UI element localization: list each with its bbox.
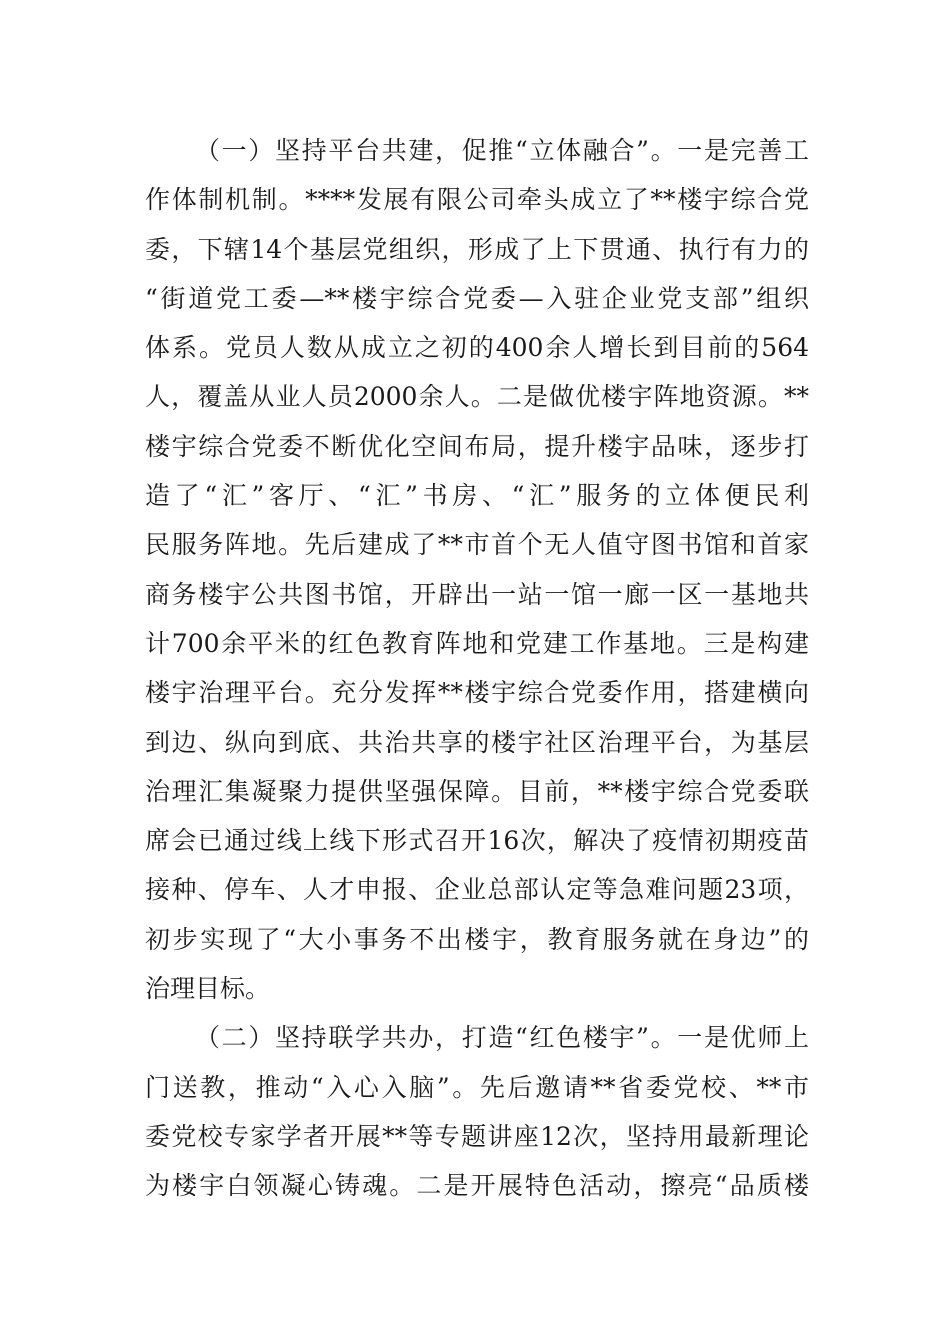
text-line: 到边、纵向到底、共治共享的楼宇社区治理平台，为基层 [145,727,809,757]
text-line: 为楼宇白领凝心铸魂。二是开展特色活动，擦亮“品质楼 [145,1171,809,1201]
text-line: 作体制机制。****发展有限公司牵头成立了**楼宇综合党 [145,185,809,215]
paragraph-2 [145,1013,809,1210]
text-line: 接种、停车、人才申报、企业总部认定等急难问题23项， [145,875,809,905]
text-line: 席会已通过线上线下形式召开16次，解决了疫情初期疫苗 [145,826,809,856]
text-line: 体系。党员人数从成立之初的400余人增长到目前的564 [145,333,809,363]
paragraph-1 [145,126,809,1013]
text-line: （一）坚持平台共建，促推“立体融合”。一是完善工 [195,136,809,165]
text-line: 人，覆盖从业人员2000余人。二是做优楼宇阵地资源。** [145,382,809,412]
text-line: 治理汇集凝聚力提供坚强保障。目前，**楼宇综合党委联 [145,776,809,806]
text-line: 民服务阵地。先后建成了**市首个无人值守图书馆和首家 [145,530,809,560]
text-line: 计700余平米的红色教育阵地和党建工作基地。三是构建 [145,628,809,658]
text-line: 治理目标。 [145,974,271,1004]
text-line: 楼宇综合党委不断优化空间布局，提升楼宇品味，逐步打 [145,431,809,461]
text-line: 门送教，推动“入心入脑”。先后邀请**省委党校、**市 [145,1072,809,1102]
document-body [145,126,809,1211]
text-line: 楼宇治理平台。充分发挥**楼宇综合党委作用，搭建横向 [145,678,809,708]
text-line: （二）坚持联学共办，打造“红色楼宇”。一是优师上 [195,1023,809,1053]
text-line: 委，下辖14个基层党组织，形成了上下贯通、执行有力的 [145,234,809,264]
text-line: 委党校专家学者开展**等专题讲座12次，坚持用最新理论 [145,1121,809,1151]
text-line: 初步实现了“大小事务不出楼宇，教育服务就在身边”的 [145,924,809,954]
text-line: “街道党工委—**楼宇综合党委—入驻企业党支部”组织 [145,283,809,313]
text-line: 商务楼宇公共图书馆，开辟出一站一馆一廊一区一基地共 [145,579,809,609]
text-line: 造了“汇”客厅、“汇”书房、“汇”服务的立体便民利 [145,481,809,511]
